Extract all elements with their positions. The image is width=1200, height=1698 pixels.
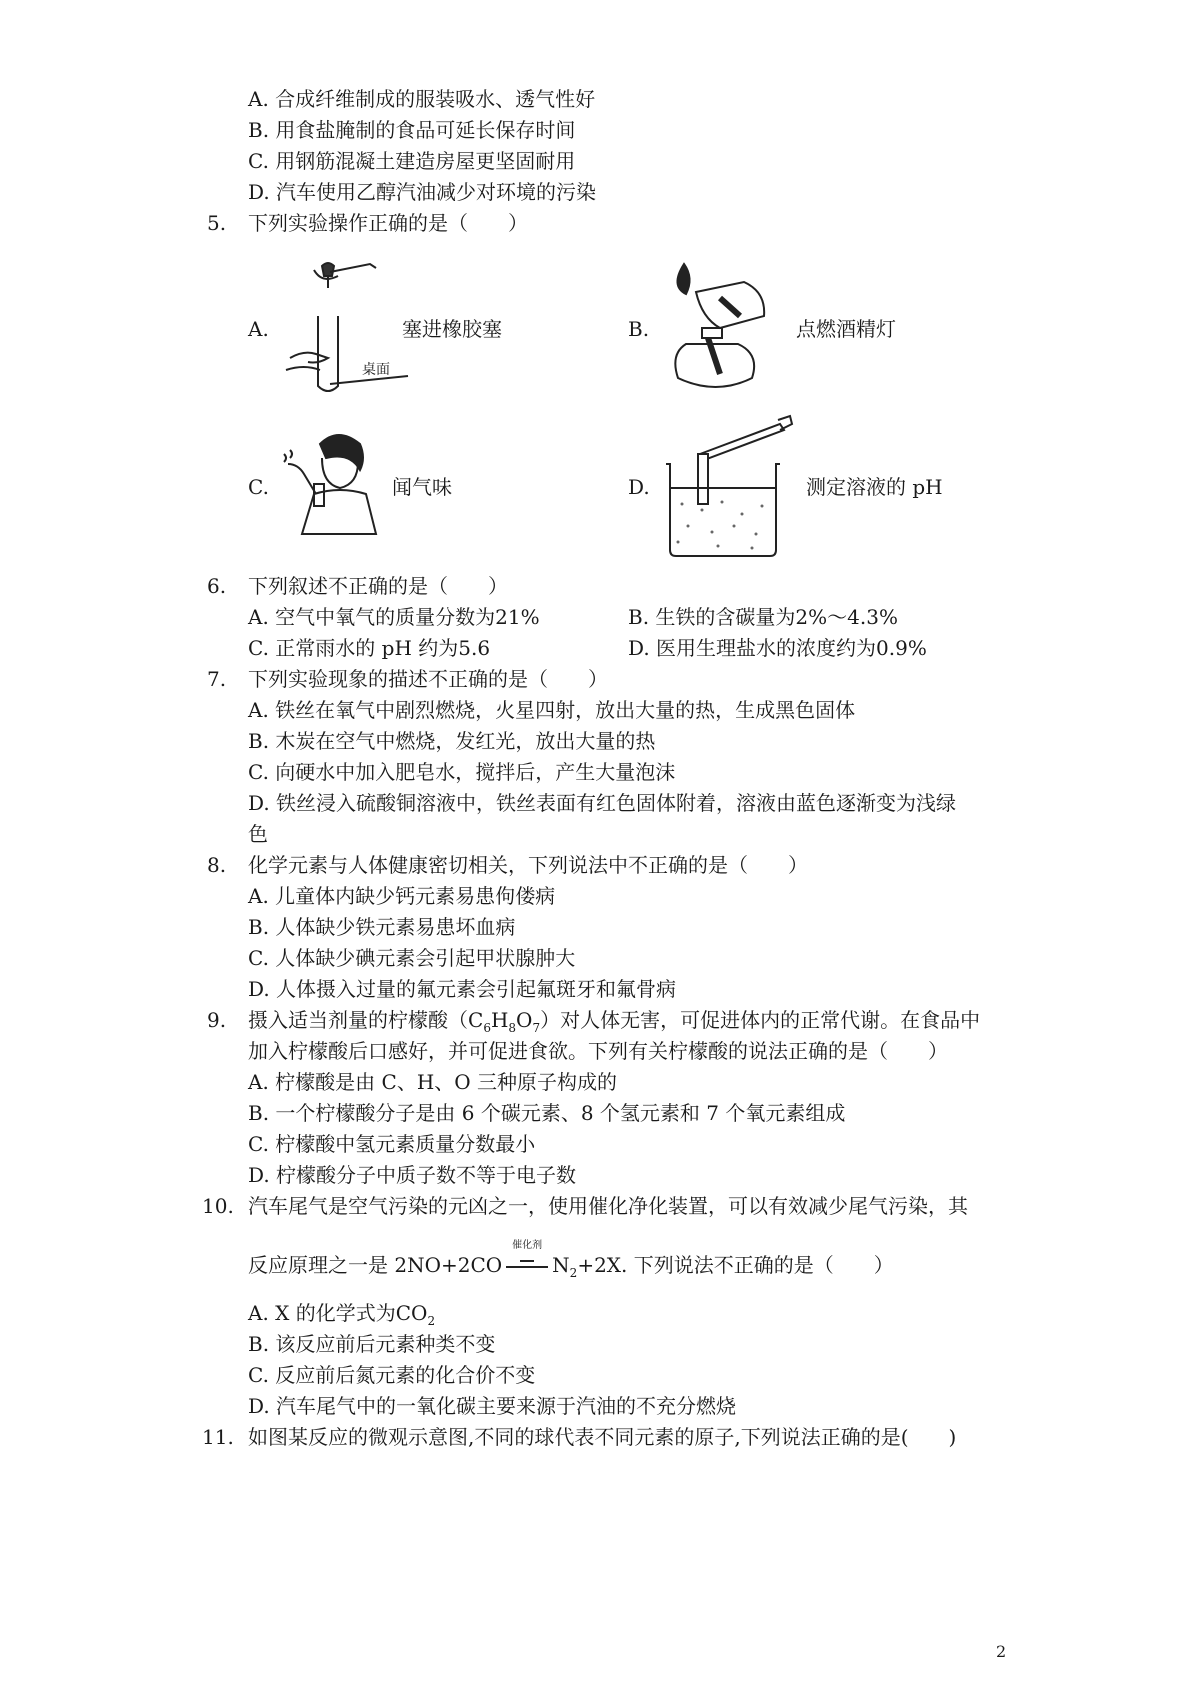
q4-option-b: B. 用食盐腌制的食品可延长保存时间 — [248, 118, 576, 142]
q6-option-a: A. 空气中氧气的质量分数为21% — [248, 605, 540, 629]
q9-stem-line2: 加入柠檬酸后口感好，并可促进食欲。下列有关柠檬酸的说法正确的是（ ） — [248, 1039, 948, 1063]
q10-option-c: C. 反应前后氮元素的化合价不变 — [248, 1363, 536, 1387]
q10-stem-line2: 反应原理之一是 2NO+2CO 催化剂 $N_2+2X$. 下列说法不正确的是（ ） — [248, 1240, 894, 1280]
q5-number: 5. — [207, 211, 227, 235]
q8-option-a: A. 儿童体内缺少钙元素易患佝偻病 — [248, 884, 556, 908]
q9-number: 9. — [207, 1008, 227, 1032]
q7-option-b: B. 木炭在空气中燃烧，发红光，放出大量的热 — [248, 729, 656, 753]
q6-number: 6. — [207, 574, 227, 598]
q6-stem: 下列叙述不正确的是（ ） — [248, 574, 508, 598]
q6-option-c: C. 正常雨水的 pH 约为5.6 — [248, 636, 491, 660]
q10-option-a: A. X 的化学式为$CO_2$ — [248, 1301, 436, 1328]
q10-option-b: B. 该反应前后元素种类不变 — [248, 1332, 496, 1356]
q5-a-figure — [280, 258, 410, 398]
q6-option-d: D. 医用生理盐水的浓度约为0.9% — [628, 636, 927, 660]
q4-option-d: D. 汽车使用乙醇汽油减少对环境的污染 — [248, 180, 597, 204]
q7-option-c: C. 向硬水中加入肥皂水，搅拌后，产生大量泡沫 — [248, 760, 676, 784]
q5-d-figure — [658, 414, 808, 564]
q11-stem: 如图某反应的微观示意图,不同的球代表不同元素的原子,下列说法正确的是( ) — [248, 1425, 957, 1449]
q11-number: 11. — [202, 1425, 234, 1449]
q4-option-c: C. 用钢筋混凝土建造房屋更坚固耐用 — [248, 149, 576, 173]
q8-option-b: B. 人体缺少铁元素易患坏血病 — [248, 915, 516, 939]
q10-catalyst-label: 催化剂 — [512, 1240, 543, 1251]
q9-option-a: A. 柠檬酸是由 C、H、O 三种原子构成的 — [248, 1070, 618, 1094]
q5-b-caption: 点燃酒精灯 — [796, 317, 896, 341]
q5-c-figure — [280, 424, 390, 544]
page-number: 2 — [996, 1642, 1007, 1661]
q5-c-caption: 闻气味 — [392, 475, 452, 499]
q8-number: 8. — [207, 853, 227, 877]
q5-d-letter: D. — [628, 475, 650, 499]
q5-a-caption: 塞进橡胶塞 — [402, 317, 502, 341]
q5-d-caption: 测定溶液的 pH — [806, 475, 943, 499]
q7-option-d-line2: 色 — [248, 822, 268, 846]
q10-option-d: D. 汽车尾气中的一氧化碳主要来源于汽油的不充分燃烧 — [248, 1394, 737, 1418]
q7-stem: 下列实验现象的描述不正确的是（ ） — [248, 667, 608, 691]
q10-stem-line1: 汽车尾气是空气污染的元凶之一，使用催化净化装置，可以有效减少尾气污染，其 — [248, 1194, 968, 1218]
q4-option-a: A. 合成纤维制成的服装吸水、透气性好 — [248, 87, 596, 111]
q5-c-letter: C. — [248, 475, 269, 499]
q8-stem: 化学元素与人体健康密切相关，下列说法中不正确的是（ ） — [248, 853, 808, 877]
q7-option-d-line1: D. 铁丝浸入硫酸铜溶液中，铁丝表面有红色固体附着，溶液由蓝色逐渐变为浅绿 — [248, 791, 957, 815]
q9-option-c: C. 柠檬酸中氢元素质量分数最小 — [248, 1132, 536, 1156]
q5-a-table-label: 桌面 — [362, 362, 390, 378]
q6-option-b: B. 生铁的含碳量为2%～4.3% — [628, 605, 898, 629]
q5-b-figure — [656, 258, 796, 398]
q8-option-d: D. 人体摄入过量的氟元素会引起氟斑牙和氟骨病 — [248, 977, 677, 1001]
q9-option-d: D. 柠檬酸分子中质子数不等于电子数 — [248, 1163, 577, 1187]
q9-option-b: B. 一个柠檬酸分子是由 6 个碳元素、8 个氢元素和 7 个氧元素组成 — [248, 1101, 846, 1125]
q9-stem-line1: 摄入适当剂量的柠檬酸$(C_6H_8O_7)$对人体无害，可促进体内的正常代谢。在食品中 — [248, 1008, 981, 1035]
q10-number: 10. — [202, 1194, 234, 1218]
q5-a-letter: A. — [248, 317, 269, 341]
q5-b-letter: B. — [628, 317, 650, 341]
q8-option-c: C. 人体缺少碘元素会引起甲状腺肿大 — [248, 946, 576, 970]
q7-number: 7. — [207, 667, 227, 691]
q5-stem: 下列实验操作正确的是（ ） — [248, 211, 528, 235]
q7-option-a: A. 铁丝在氧气中剧烈燃烧，火星四射，放出大量的热，生成黑色固体 — [248, 698, 856, 722]
